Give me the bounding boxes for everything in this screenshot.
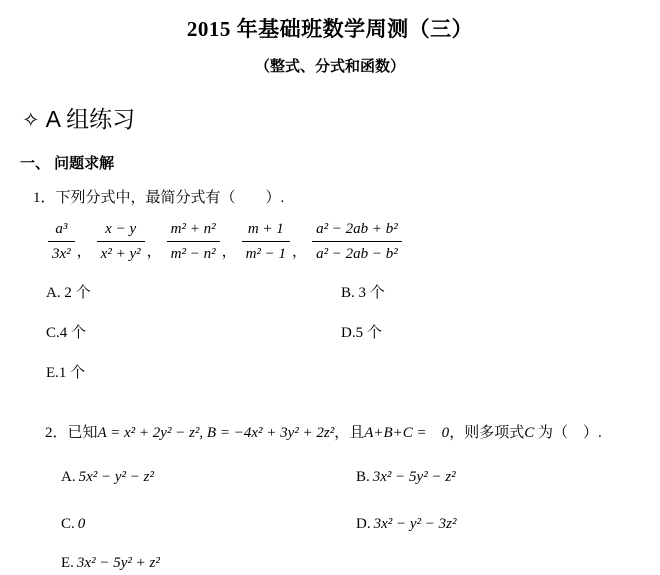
fraction-5-denominator: a² − 2ab − b² xyxy=(312,241,402,264)
q1-option-d: D.5 个 xyxy=(341,325,382,341)
q2-formula-sum: A+B+C = 0 xyxy=(364,425,450,441)
fraction-4-denominator: m² − 1 xyxy=(242,241,290,264)
fraction-separator: ， xyxy=(146,244,162,260)
q1-option-a: A. 2 个 xyxy=(46,285,91,301)
fraction-2-denominator: x² + y² xyxy=(97,241,145,264)
document-title: 2015 年基础班数学周测（三） xyxy=(186,17,474,41)
question-2-stem xyxy=(30,404,658,459)
fraction-3-denominator: m² − n² xyxy=(167,241,220,264)
q2-variable-c: C xyxy=(524,425,535,441)
q2-option-b-formula: 3x² − 5y² − z² xyxy=(372,469,456,485)
part-1-heading: 一、 问题求解 xyxy=(20,155,115,172)
question-1-stem: 1．下列分式中，最简分式有（ ）. xyxy=(33,190,285,206)
q2-option-c-label: C. xyxy=(61,516,75,532)
q2-formula-a: A = x² + 2y² − z² xyxy=(97,425,200,441)
q2-option-c-formula: 0 xyxy=(77,516,86,532)
q2-option-a-label: A. xyxy=(61,469,76,485)
q2-option-d xyxy=(341,499,456,550)
q2-option-b xyxy=(341,452,456,503)
q2-option-b-label: B. xyxy=(356,469,370,485)
fraction-separator: ， xyxy=(221,244,237,260)
section-a-title: A 组练习 xyxy=(45,106,136,132)
fraction-1 xyxy=(48,219,75,264)
q2-option-e xyxy=(46,538,160,575)
fraction-4 xyxy=(242,219,290,264)
q2-option-e-formula: 3x² − 5y² + z² xyxy=(76,555,160,571)
q2-stem-text: , xyxy=(199,425,207,441)
q1-option-c: C.4 个 xyxy=(46,325,87,341)
q2-stem-text: ，且 xyxy=(334,425,365,441)
fraction-4-numerator: m + 1 xyxy=(247,221,284,237)
section-a-heading xyxy=(22,101,135,134)
q2-stem-text: 2．已知 xyxy=(45,425,98,441)
fraction-separator: ， xyxy=(292,244,308,260)
q2-option-a-formula: 5x² − y² − z² xyxy=(78,469,154,485)
q2-option-a xyxy=(46,452,154,503)
q2-stem-text: ，则多项式 xyxy=(449,425,525,441)
fraction-1-denominator: 3x² xyxy=(48,241,75,264)
fraction-separator: ， xyxy=(76,244,92,260)
fraction-2 xyxy=(97,219,145,264)
q2-formula-b: B = −4x² + 3y² + 2z² xyxy=(206,425,335,441)
four-pointed-star-icon: ✧ xyxy=(22,109,40,132)
q1-option-b: B. 3 个 xyxy=(341,285,385,301)
q2-option-d-formula: 3x² − y² − 3z² xyxy=(373,516,457,532)
fraction-5-numerator: a² − 2ab + b² xyxy=(316,221,398,237)
q2-option-e-label: E. xyxy=(61,555,74,571)
document-subtitle: （整式、分式和函数） xyxy=(254,59,405,75)
q2-stem-text: 为（ ）. xyxy=(534,425,602,441)
fraction-3-numerator: m² + n² xyxy=(170,221,216,237)
question-1-fraction-list xyxy=(48,219,402,264)
fraction-3 xyxy=(167,219,220,264)
fraction-2-numerator: x − y xyxy=(105,221,137,237)
fraction-1-numerator: a³ xyxy=(55,221,68,237)
q2-option-d-label: D. xyxy=(356,516,371,532)
fraction-5 xyxy=(312,219,402,264)
q1-option-e: E.1 个 xyxy=(46,365,86,381)
